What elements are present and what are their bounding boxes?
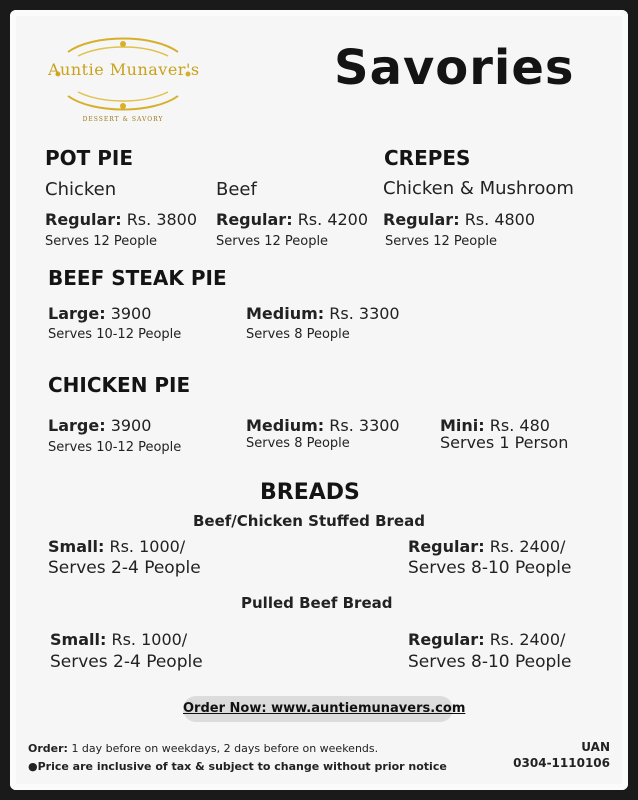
pulled-regular-serves: Serves 8-10 People [408, 652, 572, 672]
beef-steak-large-price: Large: 3900 [48, 304, 152, 323]
section-heading-pot-pie: POT PIE [45, 146, 134, 170]
pot-pie-chicken-name: Chicken [45, 179, 117, 200]
crepes-item-serves: Serves 12 People [385, 234, 498, 249]
pot-pie-chicken-serves: Serves 12 People [45, 234, 158, 249]
pot-pie-beef-price: Regular: Rs. 4200 [216, 210, 369, 229]
price-note: ●Price are inclusive of tax & subject to change without prior notice [28, 760, 447, 773]
pulled-small-price: Small: Rs. 1000/ [50, 630, 188, 649]
chicken-pie-large-price: Large: 3900 [48, 416, 152, 435]
section-heading-chicken-pie: CHICKEN PIE [48, 373, 191, 397]
beef-steak-medium-price: Medium: Rs. 3300 [246, 304, 400, 323]
chicken-pie-mini-price: Mini: Rs. 480 [440, 416, 550, 435]
stuffed-bread-name: Beef/Chicken Stuffed Bread [193, 512, 425, 530]
chicken-pie-medium-price: Medium: Rs. 3300 [246, 416, 400, 435]
stuffed-small-serves: Serves 2-4 People [48, 558, 201, 578]
section-heading-crepes: CREPES [384, 146, 471, 170]
order-now-link[interactable]: Order Now: www.auntiemunavers.com [183, 696, 453, 722]
logo-tagline: DESSERT & SAVORY [82, 116, 164, 123]
order-notice: Order: 1 day before on weekdays, 2 days before on weekends. [28, 742, 379, 755]
crepes-item-price: Regular: Rs. 4800 [383, 210, 536, 229]
pot-pie-beef-serves: Serves 12 People [216, 234, 329, 249]
chicken-pie-mini-serves: Serves 1 Person [440, 433, 569, 452]
brand-logo [48, 34, 198, 134]
beef-steak-large-serves: Serves 10-12 People [48, 327, 182, 342]
pot-pie-chicken-price: Regular: Rs. 3800 [45, 210, 198, 229]
section-heading-breads: BREADS [260, 480, 360, 505]
crepes-item-name: Chicken & Mushroom [383, 178, 574, 199]
pot-pie-beef-name: Beef [216, 179, 257, 200]
pulled-small-serves: Serves 2-4 People [50, 652, 203, 672]
page-title: Savories [334, 40, 575, 96]
section-heading-beef-steak-pie: BEEF STEAK PIE [48, 266, 227, 290]
stuffed-regular-serves: Serves 8-10 People [408, 558, 572, 578]
chicken-pie-medium-serves: Serves 8 People [246, 436, 350, 451]
chicken-pie-large-serves: Serves 10-12 People [48, 440, 182, 455]
logo-name: Auntie Munaver's [48, 60, 200, 79]
uan-label: UAN [581, 740, 610, 754]
beef-steak-medium-serves: Serves 8 People [246, 327, 350, 342]
stuffed-small-price: Small: Rs. 1000/ [48, 537, 186, 556]
bullet-icon: ● [28, 760, 38, 773]
uan-number: 0304-1110106 [513, 756, 610, 770]
pulled-regular-price: Regular: Rs. 2400/ [408, 630, 566, 649]
pulled-bread-name: Pulled Beef Bread [241, 594, 393, 612]
stuffed-regular-price: Regular: Rs. 2400/ [408, 537, 566, 556]
